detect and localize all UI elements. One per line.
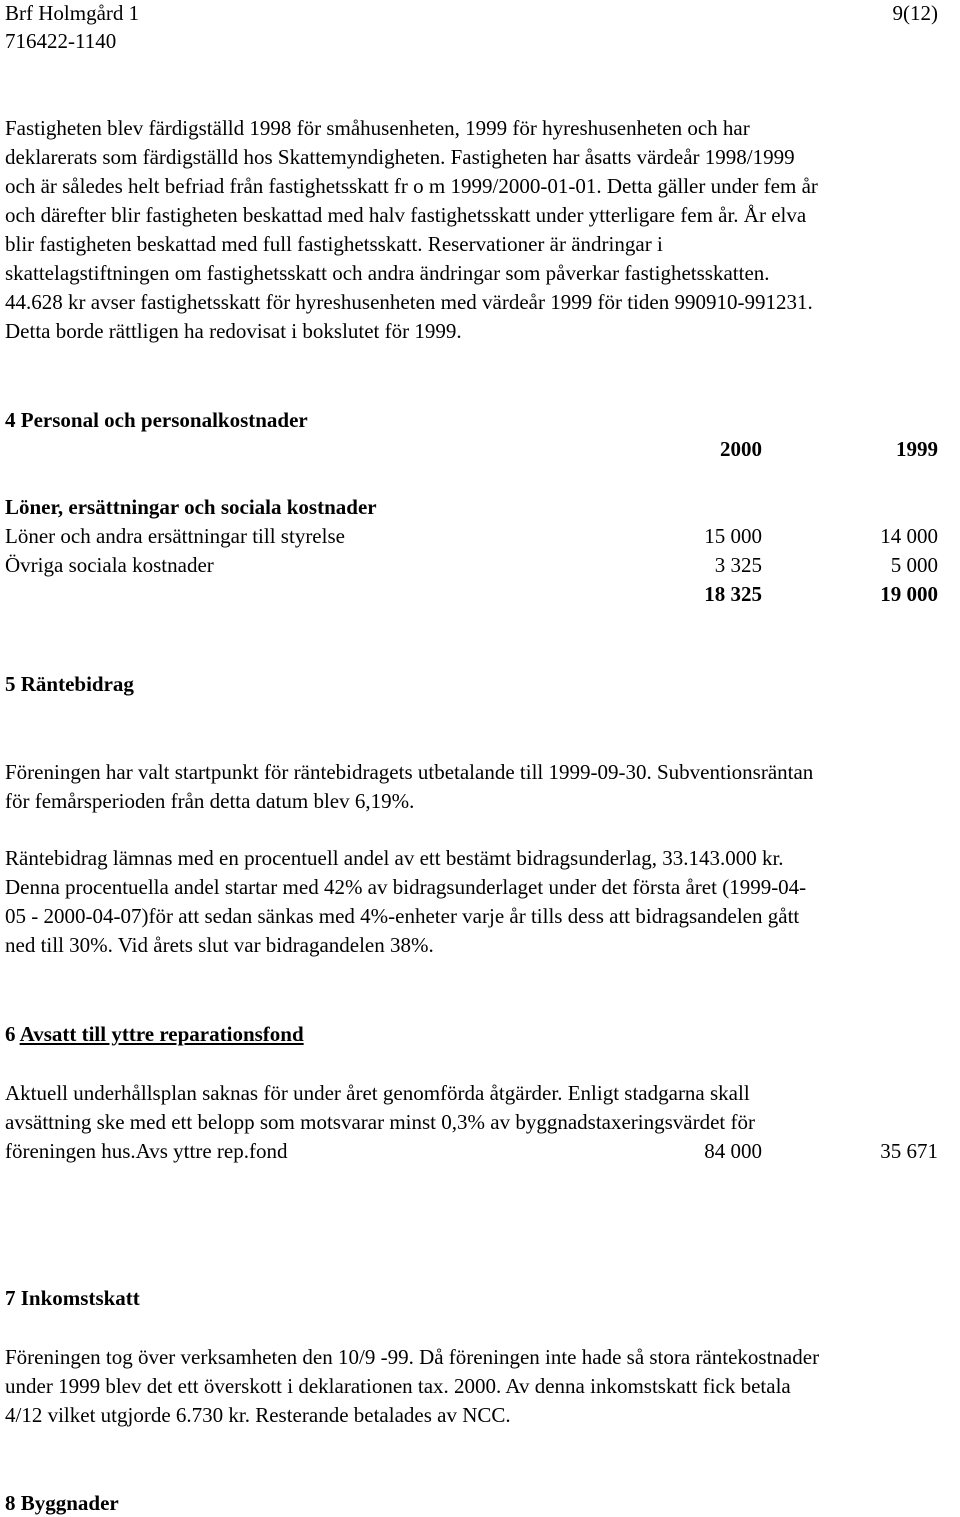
intro-line: Fastigheten blev färdigställd 1998 för småhusenheten, 1999 för hyreshusenheten och har: [5, 116, 750, 140]
note7-line: under 1999 blev det ett överskott i deklarationen tax. 2000. Av denna inkomstskatt fick betala: [5, 1374, 791, 1398]
note4-subheading: Löner, ersättningar och sociala kostnader: [5, 495, 377, 519]
org-number: 716422-1140: [5, 29, 117, 53]
note6-line: avsättning ske med ett belopp som motsvarar minst 0,3% av byggnadstaxeringsvärdet för: [5, 1110, 756, 1134]
table-row-value-2000: 15 000: [704, 524, 762, 548]
column-header-2000: 2000: [720, 437, 762, 461]
intro-line: och är således helt befriad från fastighetsskatt fr o m 1999/2000-01-01. Detta gäller under fem år: [5, 174, 818, 198]
note7-heading: 7 Inkomstskatt: [5, 1286, 140, 1310]
note5-line: Denna procentuella andel startar med 42% av bidragsunderlaget under det första året (1999-04-: [5, 875, 807, 899]
org-name: Brf Holmgård 1: [5, 1, 140, 25]
note5-line: Föreningen har valt startpunkt för räntebidragets utbetalande till 1999-09-30. Subventionsräntan: [5, 760, 814, 784]
note6-fund-label: föreningen hus.Avs yttre rep.fond: [5, 1139, 288, 1163]
intro-line: deklarerats som färdigställd hos Skattemyndigheten. Fastigheten har åsatts värdeår 1998/1999: [5, 145, 795, 169]
intro-line: 44.628 kr avser fastighetsskatt för hyreshusenheten med värdeår 1999 för tiden 990910-991231.: [5, 290, 813, 314]
note5-line: för femårsperioden från detta datum blev 6,19%.: [5, 789, 415, 813]
table-row-value-1999: 5 000: [890, 553, 938, 577]
intro-line: Detta borde rättligen ha redovisat i bokslutet för 1999.: [5, 319, 462, 343]
note5-heading: 5 Räntebidrag: [5, 672, 134, 696]
table-row-value-2000: 3 325: [714, 553, 762, 577]
column-header-1999: 1999: [896, 437, 938, 461]
page-number: 9(12): [892, 1, 938, 25]
note4-heading: 4 Personal och personalkostnader: [5, 408, 308, 432]
note6-value-1999: 35 671: [880, 1139, 938, 1163]
table-row-label: Löner och andra ersättningar till styrelse: [5, 524, 345, 548]
total-value-1999: 19 000: [880, 582, 938, 606]
intro-line: skattelagstiftningen om fastighetsskatt och andra ändringar som påverkar fastighetsskatten.: [5, 261, 770, 285]
note7-line: 4/12 vilket utgjorde 6.730 kr. Resterande betalades av NCC.: [5, 1403, 511, 1427]
note6-heading-text: Avsatt till yttre reparationsfond: [19, 1022, 304, 1046]
note8-heading: 8 Byggnader: [5, 1491, 119, 1515]
intro-line: och därefter blir fastigheten beskattad med halv fastighetsskatt under ytterligare fem år. År elva: [5, 203, 807, 227]
note5-line: Räntebidrag lämnas med en procentuell andel av ett bestämt bidragsunderlag, 33.143.000 kr.: [5, 846, 784, 870]
note6-heading: [5, 1022, 304, 1046]
note6-value-2000: 84 000: [704, 1139, 762, 1163]
note7-line: Föreningen tog över verksamheten den 10/9 -99. Då föreningen inte hade så stora räntekostnader: [5, 1345, 820, 1369]
note5-line: 05 - 2000-04-07)för att sedan sänkas med 4%-enheter varje år tills dess att bidragsandelen gått: [5, 904, 800, 928]
total-value-2000: 18 325: [704, 582, 762, 606]
note5-line: ned till 30%. Vid årets slut var bidragandelen 38%.: [5, 933, 434, 957]
note6-line: Aktuell underhållsplan saknas för under året genomförda åtgärder. Enligt stadgarna skall: [5, 1081, 750, 1105]
table-row-label: Övriga sociala kostnader: [5, 553, 214, 577]
note6-heading-number: 6: [5, 1022, 16, 1046]
table-row-value-1999: 14 000: [880, 524, 938, 548]
intro-line: blir fastigheten beskattad med full fastighetsskatt. Reservationer är ändringar i: [5, 232, 663, 256]
